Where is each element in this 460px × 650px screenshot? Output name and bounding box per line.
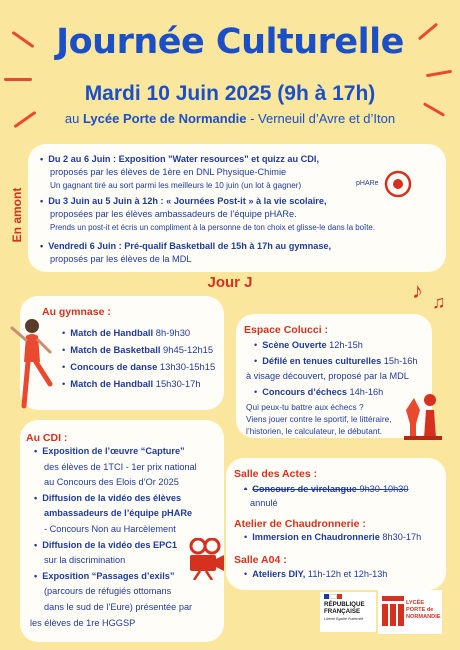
cdi-list: • Exposition de l’œuvre “Capture” des élèves de 1TCI - 1er prix national au Concours des Elois d’Or 2025 • Diffusion de la vidéo des élèves ambassadeurs de l’équipe pHARe - Concours Non au Harcèlement • Diffusion de la vidéo des EPC1 sur la discrimination • Exposition “Passages d’exils” (parcours de réfugiés ottomans dans le sud de l’Eure) présentée par les élèves de 1re HGGSP	[30, 444, 222, 631]
list-item: • Match de Handball 8h-9h30	[62, 324, 215, 341]
music-note-icon: ♪	[412, 278, 423, 303]
salle-a04-heading: Salle A04 :	[234, 554, 287, 566]
lycee-mark-icon	[382, 596, 404, 626]
salles-panel	[226, 458, 446, 590]
gymnase-list	[62, 324, 215, 392]
eye-icon	[384, 170, 412, 198]
list-item: • Diffusion de la vidéo des élèves	[30, 491, 222, 507]
republique-francaise-logo: RÉPUBLIQUE FRANÇAISE Liberté Égalité Fraternité	[320, 592, 376, 632]
event-date: Mardi 10 Juin 2025 (9h à 17h)	[84, 82, 376, 105]
lycee-logo: LYCÉE PORTE de NORMANDIE	[378, 590, 442, 634]
list-item: • Du 2 au 6 Juin : Exposition "Water resources" et quizz au CDI, proposés par les élèves de 1ère en DNL Physique-Chimie Un gagnant tiré au sort parmi les meilleurs le 10 juin (un lot à gagner)	[40, 153, 440, 192]
list-item: • Concours de danse 13h30-15h15	[62, 358, 215, 375]
dancer-illustration	[10, 314, 54, 414]
cdi-panel	[20, 420, 224, 642]
film-camera-icon	[186, 538, 226, 580]
list-item: • Scène Ouverte 12h-15h	[246, 338, 430, 354]
en-amont-label: En amont	[10, 187, 24, 243]
list-item: • Exposition “Passages d’exils”	[30, 569, 222, 585]
list-item: • Match de Basketball 9h45-12h15	[62, 341, 215, 358]
list-item: • Vendredi 6 Juin : Pré-qualif Basketball de 15h à 17h au gymnase, proposés par les élèves de la MDL	[40, 240, 444, 266]
cdi-heading: Au CDI :	[26, 432, 68, 444]
colucci-heading: Espace Colucci :	[244, 324, 329, 336]
list-item-continued: à visage découvert, proposé par la MDL	[246, 371, 409, 381]
list-item: • Immersion en Chaudronnerie 8h30-17h	[244, 532, 421, 542]
list-item: • Du 3 Juin au 5 Juin à 12h : « Journées Post-it » à la vie scolaire, proposées par les élèves ambassadeurs de l’équipe pHARe. Prends un post-it et écris un compliment à la personne de ton choix et glisse-le dans la boîte.	[40, 195, 444, 234]
list-item: • Défilé en tenues culturelles 15h-16h	[246, 354, 430, 370]
page-title: Journée Culturelle	[56, 22, 404, 62]
decor-ray	[426, 70, 452, 77]
list-item: • Concours d’échecs 14h-16h	[246, 385, 430, 401]
phare-logo: pHARe	[354, 170, 412, 194]
decor-ray	[4, 78, 32, 81]
event-venue: au Lycée Porte de Normandie - Verneuil d’Avre et d’Iton	[64, 111, 396, 126]
salle-actes-heading: Salle des Actes :	[234, 468, 318, 480]
list-item: • Match de Handball 15h30-17h	[62, 375, 215, 392]
chess-invite: Qui peux-tu battre aux échecs ? Viens jouer contre le sportif, le littéraire, l’historien, le calculateur, le débutant.	[246, 402, 392, 436]
list-item: • Diffusion de la vidéo des EPC1	[30, 538, 222, 554]
list-item: • Exposition de l’œuvre “Capture”	[30, 444, 222, 460]
salle-actes-item: • Concours de virelangue 9h30-10h30 annulé	[238, 482, 409, 510]
chess-pieces-illustration	[402, 380, 444, 440]
gymnase-heading: Au gymnase :	[42, 306, 111, 318]
en-amont-panel	[28, 144, 446, 272]
chaudronnerie-heading: Atelier de Chaudronnerie :	[234, 518, 366, 530]
list-item: • Ateliers DIY, 11h-12h et 12h-13h	[244, 569, 387, 579]
gymnase-panel	[20, 296, 224, 410]
music-note-icon: ♫	[432, 292, 446, 312]
jour-j-heading: Jour J	[207, 274, 253, 291]
